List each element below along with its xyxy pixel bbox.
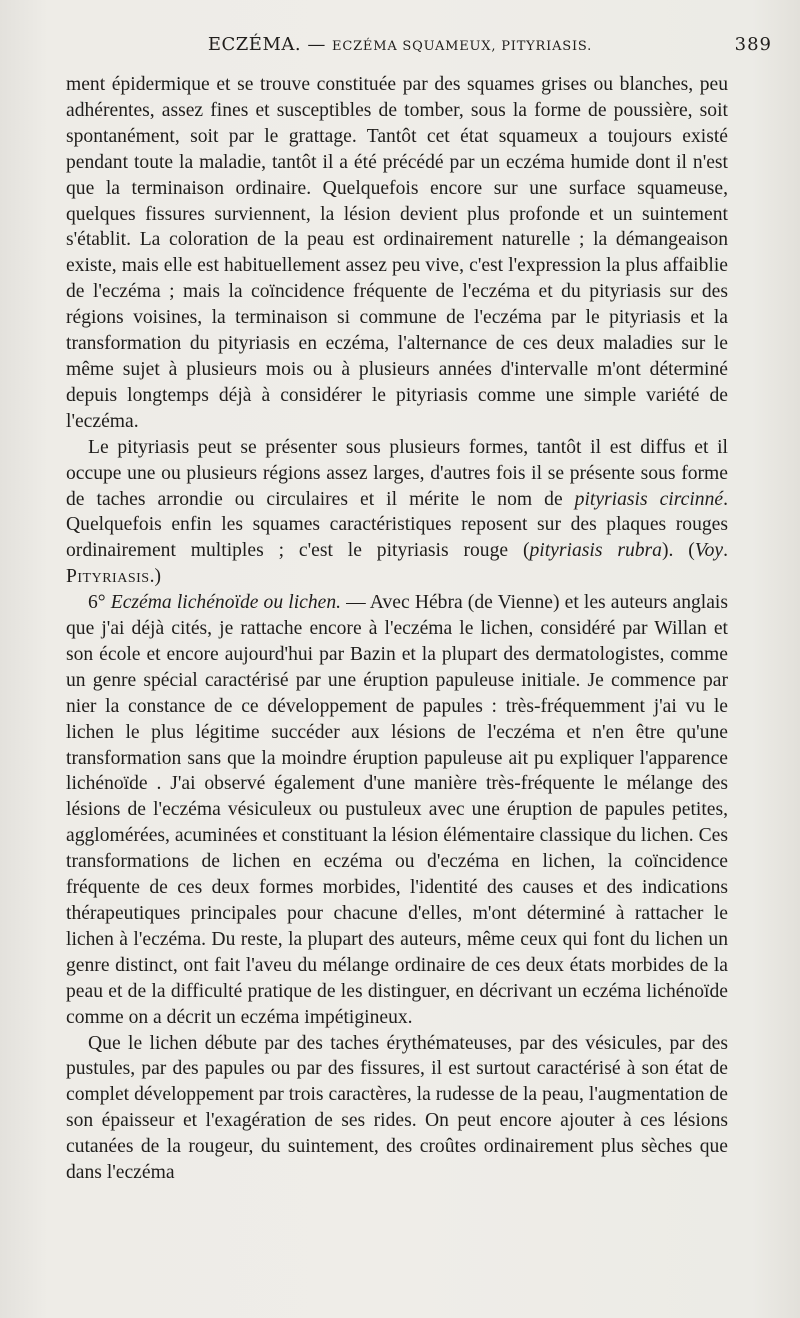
running-head (0, 34, 800, 62)
cross-reference: Pityriasis (66, 566, 150, 588)
text-run: . Quelquefois enfin les squames caractéristiques reposent sur des plaques rouges ordinairement multiples ; c'est le pityriasis rouge ( (66, 488, 728, 562)
paragraph-lichen-characters: Que le lichen débute par des taches érythémateuses, par des vésicules, par des pustules, par des papules ou par des fissures, il est surtout caractérisé à son état de complet développement par trois caractères, la rudesse de la peau, l'augmentation de son épaisseur et l'exagération de ses rides. On peut encore ajouter à ces lésions cutanées de la rougeur, du suintement, des croûtes ordinairement plus sèches que dans l'eczéma (66, 1032, 728, 1184)
section-number: 6° (88, 592, 111, 614)
text-run: . (723, 540, 728, 562)
italic-term: pityriasis circinné (574, 488, 724, 510)
text-run: .) (149, 566, 162, 588)
text-run: Le pityriasis peut se présenter sous plusieurs formes, tantôt il est diffus et il occupe une ou plusieurs régions assez larges, d'autres fois il se présente sous forme de taches arrondie ou circulaires et il mérite le nom de (66, 436, 728, 510)
body-text (66, 72, 728, 1186)
paragraph-eczema-lichenoide (66, 590, 728, 1030)
running-title (0, 34, 800, 55)
running-title-sub: ECZÉMA SQUAMEUX, PITYRIASIS. (332, 39, 593, 54)
italic-term: pityriasis rubra (529, 540, 662, 562)
italic-term: Voy (694, 540, 724, 562)
text-run: — Avec Hébra (de Vienne) et les auteurs anglais que j'ai déjà cités, je rattache encore à l'eczéma le lichen, considéré par Willan et son école et encore aujourd'hui par Bazin et la plupart des dermatologistes, comme un genre spécial caractérisé par une éruption papuleuse initiale. Je commence par nier la constance de ce développement de papules : très-fréquemment j'ai vu le lichen le plus légitime succéder aux lésions de l'eczéma et n'en être qu'une transformation sans que la moindre éruption papuleuse ait pu expliquer l'apparence lichénoïde . J'ai observé également d'une manière très-fréquente le mélange des lésions de l'eczéma vésiculeux ou pustuleux avec une éruption de papules petites, agglomérées, acuminées et constituant la lésion élémentaire classique du lichen. Ces transformations de lichen en eczéma ou d'eczéma en lichen, la coïncidence fréquente de ces deux formes morbides, l'identité des causes et des indications thérapeutiques principales pour chacune d'elles, m'ont déterminé à rattacher le lichen à l'eczéma. Du reste, la plupart des auteurs, même ceux qui font du lichen un genre distinct, ont fait l'aveu du mélange ordinaire de ces deux états morbides de la peau et de la difficulté pratique de les distinguer, en décrivant un eczéma lichénoïde comme on a décrit un eczéma impétigineux. (66, 592, 728, 1028)
text-run: ). ( (661, 540, 695, 562)
running-title-main: ECZÉMA. — (207, 34, 333, 55)
section-heading: Eczéma lichénoïde ou lichen. (110, 592, 342, 614)
page-number: 389 (734, 34, 772, 55)
paragraph-continuation: ment épidermique et se trouve constituée par des squames grises ou blanches, peu adhérentes, assez fines et susceptibles de tomber, sous la forme de poussière, soit spontanément, soit par le grattage. Tantôt cet état squameux a toujours existé pendant toute la maladie, tantôt il a été précédé par un eczéma humide dont il n'est que la terminaison ordinaire. Quelquefois encore sur une surface squameuse, quelques fissures surviennent, la lésion devient plus profonde et un suintement s'établit. La coloration de la peau est ordinairement naturelle ; la démangeaison existe, mais elle est habituellement assez peu vive, c'est l'expression la plus affaiblie de l'eczéma ; mais la coïncidence fréquente de l'eczéma et du pityriasis sur des régions voisines, la terminaison si commune de l'eczéma par le pityriasis et la transformation du pityriasis en eczéma, l'alternance de ces deux maladies sur le même sujet à plusieurs mois ou à plusieurs années d'intervalle m'ont déterminé depuis longtemps déjà à considérer le pityriasis comme une simple variété de l'eczéma. (66, 74, 728, 432)
paragraph-pityriasis-forms (66, 435, 728, 590)
